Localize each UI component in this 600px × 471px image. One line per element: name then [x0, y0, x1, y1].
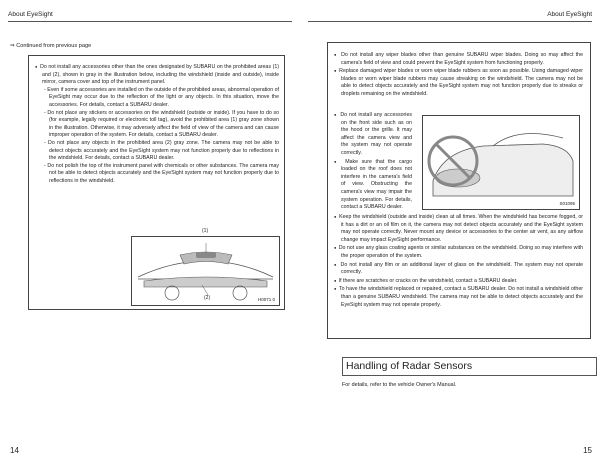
section-heading: Handling of Radar Sensors — [342, 357, 597, 376]
figure-code: H0071 0 — [257, 297, 275, 302]
sub-item: - Do not place any objects in the prohibited area (2) gray zone. The camera may not be able to detect objects accurately and the EyeSight system may not function properly due to reflections in the windshield. For details, contact a SUBARU dealer. — [44, 139, 279, 162]
right-page-number: 15 — [583, 446, 592, 455]
prohibited-area-illustration — [131, 228, 280, 306]
car-front-illustration — [422, 115, 580, 210]
narrow-text — [334, 111, 412, 212]
hood-accessory-bullet: ● Do not install any accessories on the front side such as on the hood or the grille. It may affect the camera view and the system may not operate correctly. — [334, 111, 412, 158]
car-drawing — [423, 116, 579, 209]
continued-note: ⇒ Continued from previous page — [10, 43, 92, 49]
film-bullet: ● Do not install any film or an additional layer of glass on the windshield. The system may not operate correctly. — [334, 261, 583, 277]
wiper-bullet: ● Do not install any wiper blades other than genuine SUBARU wiper blades. Doing so may affect the camera's field of view and could prevent the EyeSight system from functioning properly. — [334, 51, 583, 67]
accessory-bullet: ● Do not install any accessories other than the ones designated by SUBARU on the prohibited areas (1) and (2), shown in gray in the illustration below, including the windshield (inside and outside), inside mirror, camera cover and top of the instrument panel. — [35, 63, 279, 87]
sub-item: - Do not polish the top of the instrument panel with chemicals or other substances. The camera may not be able to detect objects accurately and the EyeSight system may not function properly due to reflections in the windshield. — [44, 162, 279, 184]
right-running-header: About EyeSight — [547, 11, 592, 18]
wiper-text — [334, 51, 583, 99]
area-2-label: (2) — [204, 295, 211, 301]
sub-item: - Even if some accessories are installed on the outside of the prohibited areas, abnormal operation of EyeSight may occur due to the reflection of the light or any objects. In this situation, move the accessories. For details, contact a SUBARU dealer. — [44, 86, 279, 108]
glass-coating-bullet: ● Do not use any glass coating agents or similar substances on the windshield. Doing so may interfere with the proper operation of the system. — [334, 244, 583, 260]
area-1-label: (1) — [202, 228, 209, 234]
left-page-number: 14 — [10, 446, 19, 455]
windshield-text — [334, 213, 583, 309]
left-caution-box — [28, 55, 285, 310]
right-header-rule — [308, 21, 592, 22]
left-running-header: About EyeSight — [8, 11, 53, 18]
scratches-bullet: ● If there are scratches or cracks on the windshield, contact a SUBARU dealer. — [334, 277, 583, 286]
replacement-bullet: ● To have the windshield replaced or repaired, contact a SUBARU dealer. Do not install a windshield other than a genuine SUBARU windshield. The camera may not be able to detect objects accurately and the EyeSight system may not operate properly. — [334, 285, 583, 309]
roof-cargo-bullet: ● Make sure that the cargo loaded on the roof does not interfere in the camera's field of view. Obstructing the camera's view may impair the system operation. For details, contact a SUBARU dealer. — [334, 158, 412, 212]
figure-code: S01095 — [559, 201, 575, 206]
clean-windshield-bullet: ● Keep the windshield (outside and inside) clean at all times. When the windshield has become fogged, or it has a dirt or an oil film on it, the camera may not detect objects accurately and the EyeSight system may not operate correctly. Never mount any device or accessories to the center air vent, as any airflow change may impact EyeSight performance. — [334, 213, 583, 244]
wiper-blade-bullet: ● Replace damaged wiper blades or worn wiper blade rubbers as soon as possible. Using damaged wiper blades or worn wiper blade rubbers may cause streaking on the windshield. The camera may not be able to detect objects accurately and the EyeSight system may not function properly due to streaks or droplets remaining on the windshield. — [334, 67, 583, 98]
left-caution-text — [35, 63, 279, 186]
right-caution-box — [327, 42, 591, 339]
section-body: For details, refer to the vehicle Owner's Manual. — [342, 382, 457, 388]
sub-item: - Do not place any stickers or accessories on the windshield (outside or inside). If you have to do so (for example, legally required or electronic toll tag), avoid the prohibited area (1) gray zone shown in the illustration. Otherwise, it may adversely affect the field of view of the camera and can cause improper operation of the system. For details, contact a SUBARU dealer. — [44, 109, 279, 139]
left-header-rule — [8, 21, 292, 22]
